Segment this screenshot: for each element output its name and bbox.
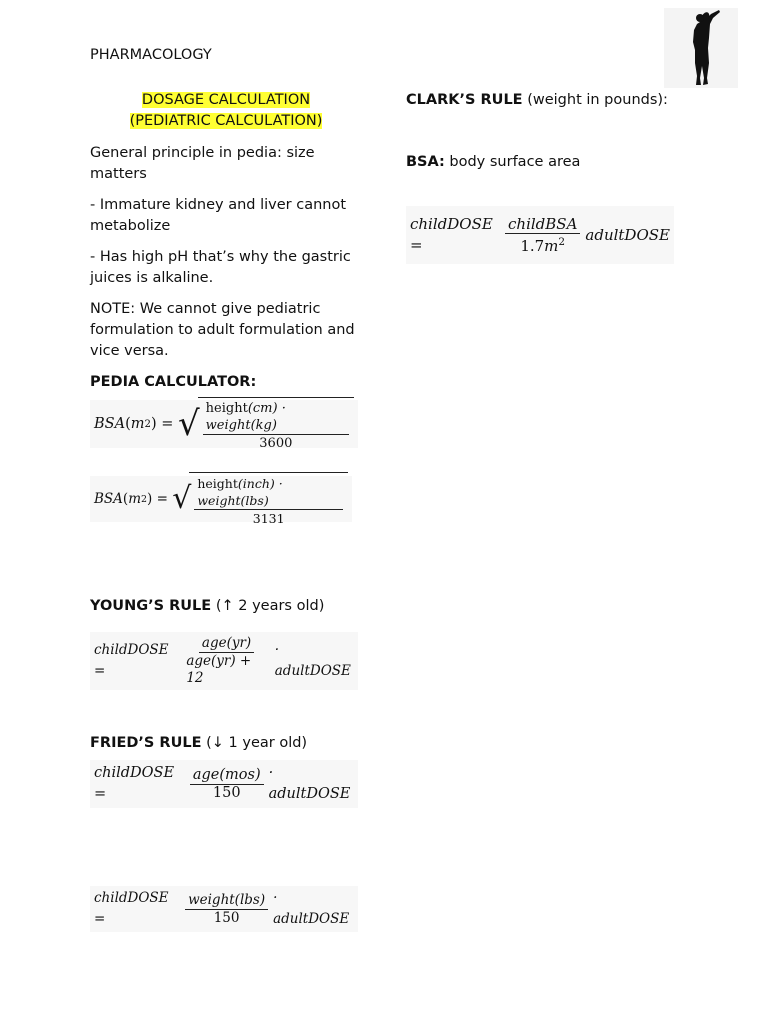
numerator: childBSA [505, 216, 580, 234]
formula-rhs: · adultDOSE [274, 642, 351, 679]
denominator: 150 [213, 909, 240, 926]
denominator: 3600 [259, 435, 293, 451]
principle-text: General principle in pedia: size matters [90, 145, 315, 182]
bsa-dose-formula [406, 206, 674, 264]
clarks-rule-heading [406, 90, 676, 111]
left-column [90, 90, 362, 403]
frieds-rule-note: (↓ 1 year old) [206, 735, 308, 751]
section-title [90, 90, 362, 132]
numerator: weight(lbs) [185, 892, 268, 910]
denominator: 150 [212, 784, 241, 801]
denominator-unit: m [544, 236, 559, 255]
formula-lhs: childDOSE = [94, 642, 169, 679]
title-line-2: (PEDIATRIC CALCULATION) [129, 113, 323, 129]
exponent: 2 [141, 493, 148, 505]
weight-term: weight [197, 492, 241, 508]
numerator: age(yr) [199, 635, 254, 653]
bsa-description: body surface area [449, 154, 581, 170]
numerator: age(mos) [190, 767, 264, 785]
bsa-formula-cm-kg: BSA ( m 2 ) = √ $\frac{\text{height(cm) · weight(kg)}}{3600}$ [90, 400, 358, 448]
right-column [406, 90, 676, 183]
basketball-player-silhouette-icon [664, 8, 738, 88]
kidney-liver-point: - Immature kidney and liver cannot metabolize [90, 197, 347, 234]
bsa-symbol: BSA [94, 415, 126, 432]
unit-m: m [130, 415, 145, 432]
denominator-number: 1.7 [520, 236, 545, 255]
denominator-exponent: 2 [558, 235, 566, 248]
pedia-calculator-heading: PEDIA CALCULATOR: [90, 374, 257, 390]
ph-point: - Has high pH that’s why the gastric juices is alkaline. [90, 249, 351, 286]
weight-unit: lbs [245, 492, 264, 508]
clarks-rule-title: CLARK’S RULE [406, 92, 523, 108]
bsa-heading [406, 152, 676, 173]
title-line-1: DOSAGE CALCULATION [141, 92, 311, 108]
denominator: age(yr) + 12 [186, 653, 252, 686]
formula-lhs: childDOSE = [94, 765, 175, 802]
youngs-rule-heading [90, 596, 324, 617]
page-header: PHARMACOLOGY [90, 47, 212, 63]
frieds-rule-formula [90, 760, 358, 808]
height-term: height [205, 400, 248, 416]
youngs-rule-note: (↑ 2 years old) [215, 598, 325, 614]
formula-rhs: · adultDOSE [268, 765, 351, 802]
exponent: 2 [144, 418, 151, 430]
formula-lhs: childDOSE = [94, 890, 169, 927]
bsa-formula-inch-lbs: BSA ( m 2 ) = √ $\frac{\text{height(inch) · weight(lbs)}}{3131}$ [90, 476, 352, 522]
youngs-rule-title: YOUNG’S RULE [90, 598, 212, 614]
formula-lhs: childDOSE = [410, 215, 493, 254]
height-unit: inch [242, 475, 270, 491]
weight-unit: kg [255, 417, 272, 433]
clarks-rule-note: (weight in pounds): [527, 92, 668, 108]
weight-based-formula [90, 886, 358, 932]
denominator: 3131 [252, 510, 285, 526]
note-text: NOTE: We cannot give pediatric formulation to adult formulation and vice versa. [90, 301, 355, 359]
formula-rhs: · adultDOSE [273, 890, 350, 927]
formula-rhs: adultDOSE [585, 225, 670, 244]
square-root: √ $\frac{\text{height(inch) · weight(lbs)}}{3131}$ [172, 472, 348, 527]
square-root: √ $\frac{\text{height(cm) · weight(kg)}}{3600}$ [178, 397, 354, 452]
bsa-symbol: BSA [94, 490, 123, 507]
height-term: height [197, 475, 238, 491]
weight-term: weight [205, 417, 251, 433]
unit-m: m [128, 490, 142, 507]
bsa-title: BSA: [406, 154, 445, 170]
frieds-rule-title: FRIED’S RULE [90, 735, 202, 751]
youngs-rule-formula [90, 632, 358, 690]
frieds-rule-heading [90, 733, 307, 754]
height-unit: cm [252, 400, 273, 416]
